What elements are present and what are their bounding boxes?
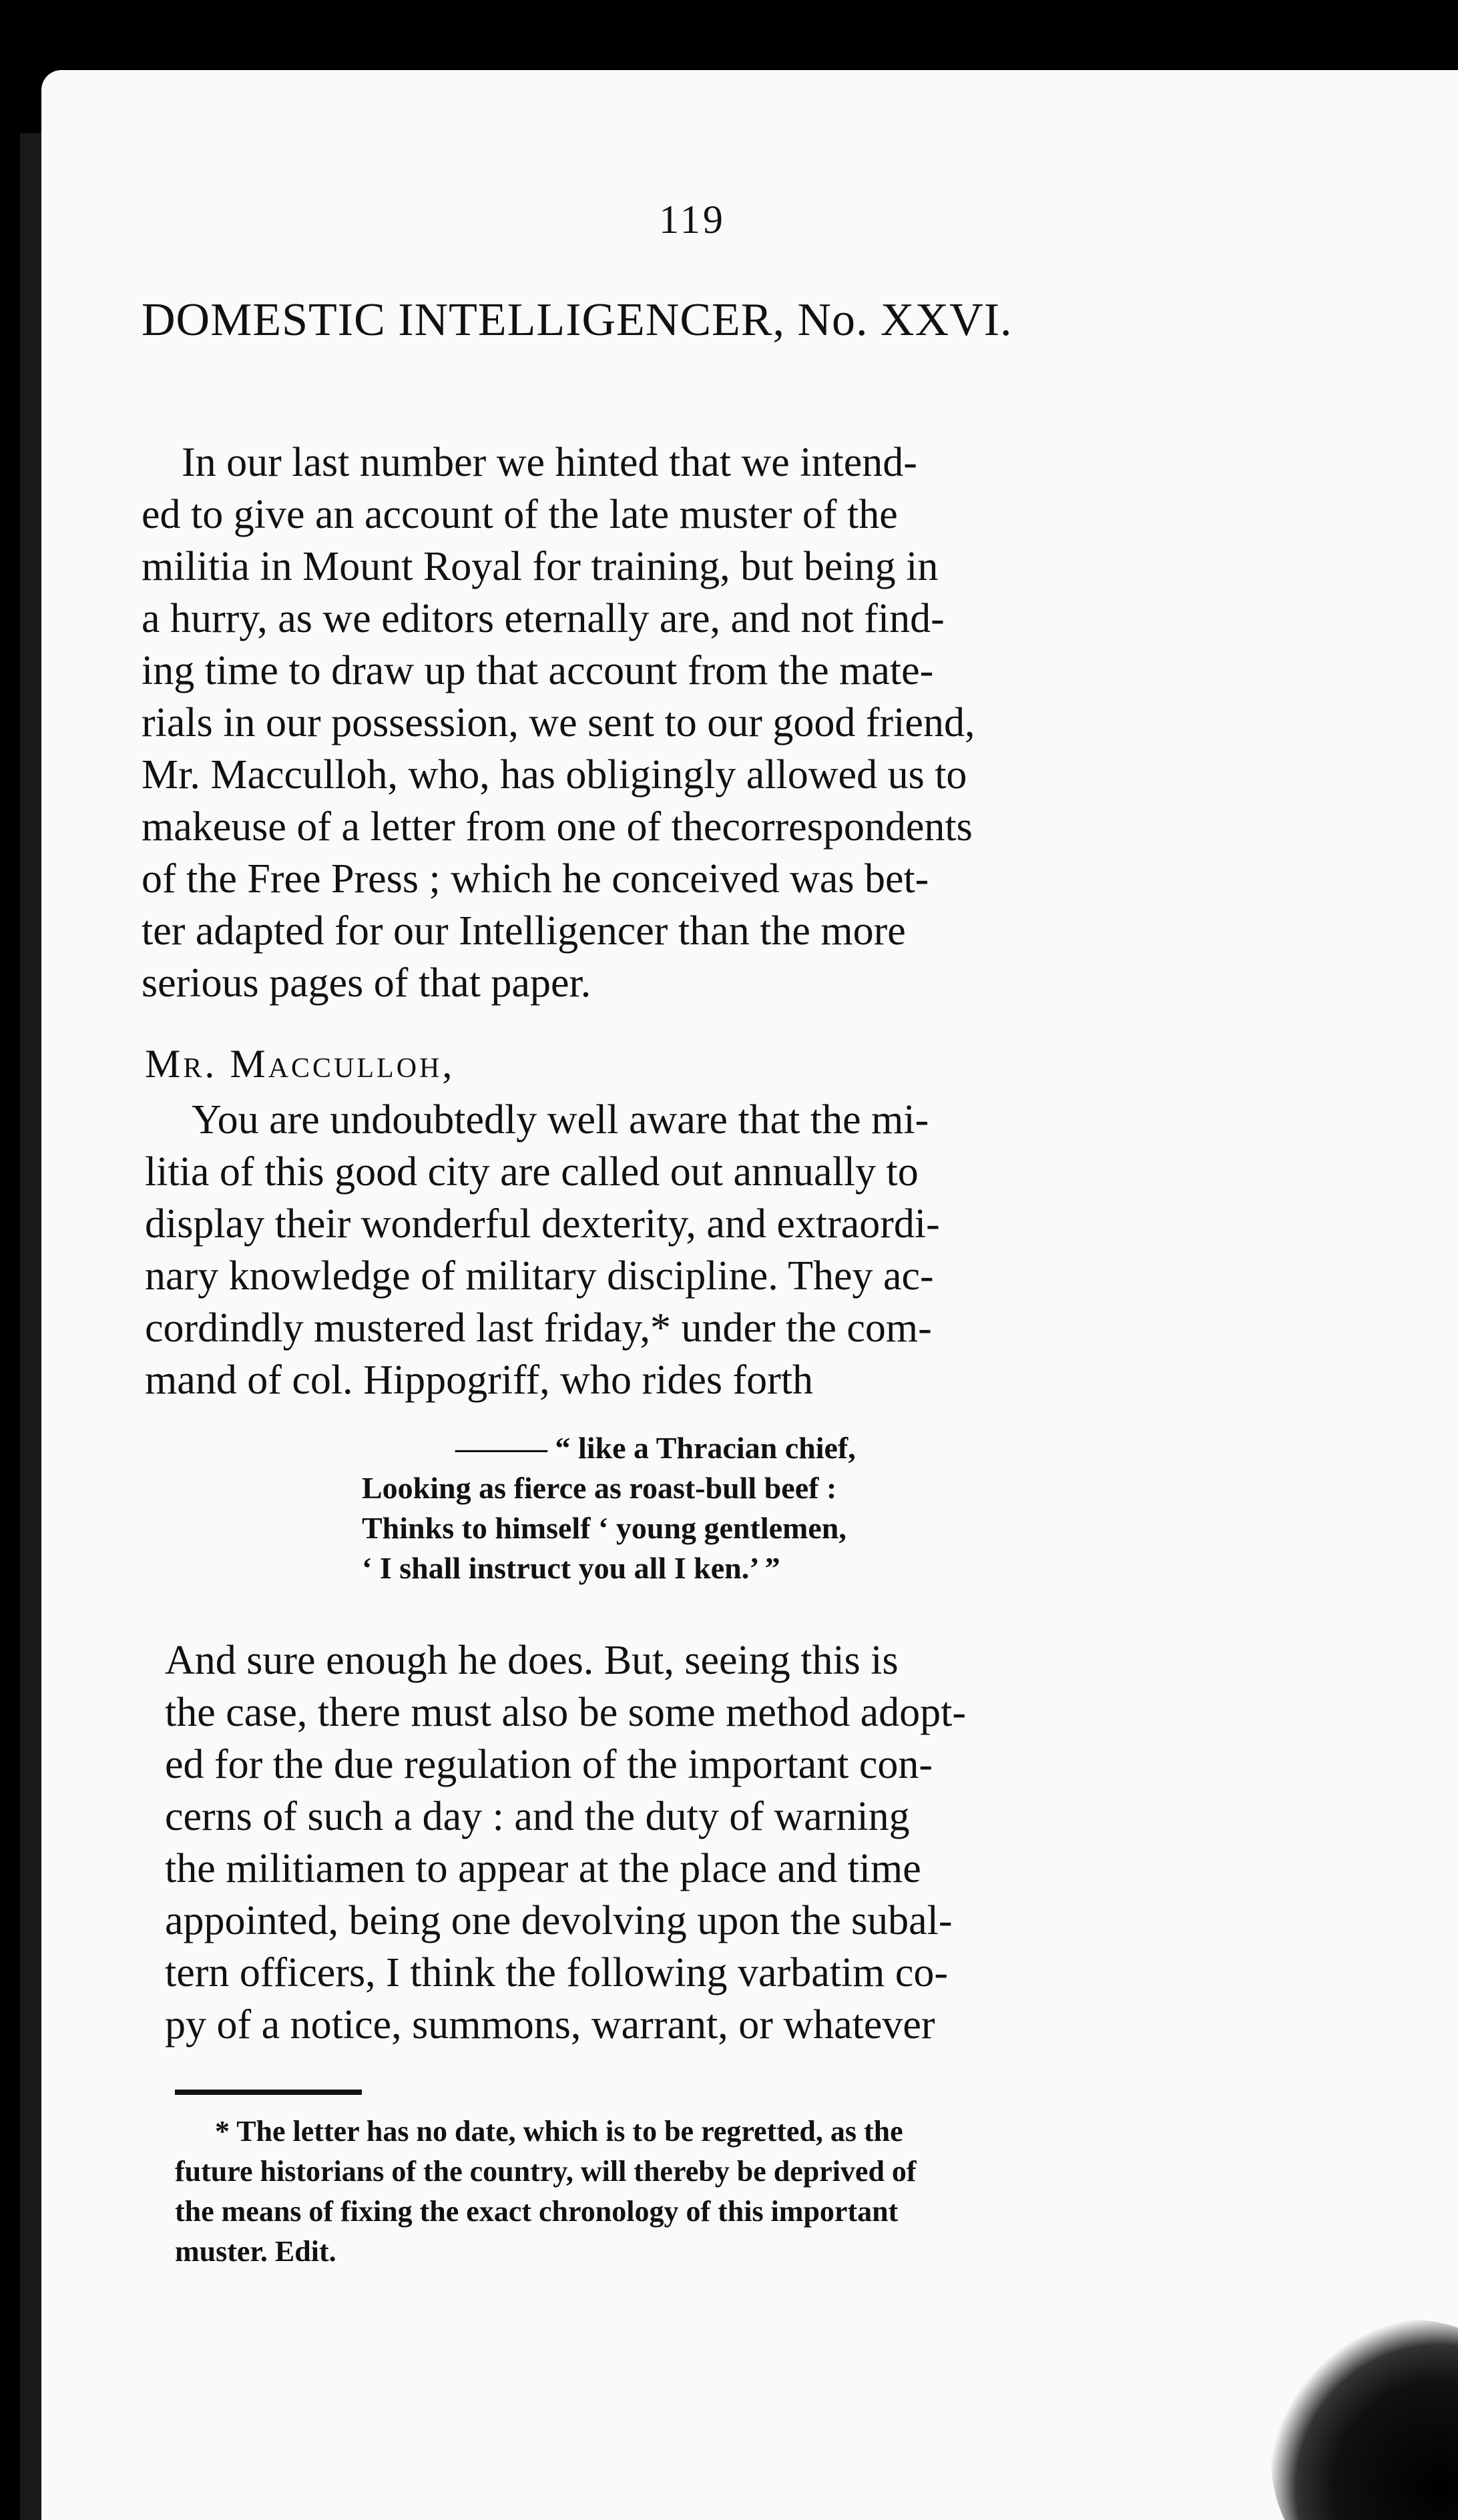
text-line: nary knowledge of military discipline. They ac- <box>145 1253 934 1299</box>
footnote-line: muster. Edit. <box>175 2235 336 2268</box>
text-line: litia of this good city are called out annually to <box>145 1149 919 1195</box>
page-title: DOMESTIC INTELLIGENCER, No. XXVI. <box>142 294 1013 346</box>
text-line: ing time to draw up that account from the mate- <box>142 648 934 693</box>
text-line: of the Free Press ; which he conceived was bet- <box>142 856 929 902</box>
footnote-line: * The letter has no date, which is to be regretted, as the <box>215 2115 903 2148</box>
text-line: tern officers, I think the following varbatim co- <box>165 1950 949 1995</box>
text-line: appointed, being one devolving upon the subal- <box>165 1898 953 1943</box>
verse-line: Looking as fierce as roast-bull beef : <box>362 1471 837 1505</box>
text-line: cordindly mustered last friday,* under the com- <box>145 1305 932 1351</box>
book-page <box>41 70 1458 2520</box>
text-line: cerns of such a day : and the duty of warning <box>165 1794 910 1839</box>
footnote-rule <box>175 2090 362 2095</box>
thumb-shadow <box>1271 2320 1458 2520</box>
salutation: Mr. Macculloh, <box>145 1042 455 1086</box>
text-line: Mr. Macculloh, who, has obligingly allowed us to <box>142 752 967 798</box>
text-line: ter adapted for our Intelligencer than the more <box>142 908 906 954</box>
footnote-line: the means of fixing the exact chronology of this important <box>175 2195 899 2228</box>
verse-line: ——— “ like a Thracian chief, <box>455 1431 856 1465</box>
text-line: mand of col. Hippogriff, who rides forth <box>145 1357 813 1403</box>
text-line: the militiamen to appear at the place and time <box>165 1846 921 1891</box>
verse-line: Thinks to himself ‘ young gentlemen, <box>362 1511 846 1545</box>
footnote-line: future historians of the country, will thereby be deprived of <box>175 2155 917 2188</box>
text-line: makeuse of a letter from one of thecorrespondents <box>142 804 973 850</box>
text-line: militia in Mount Royal for training, but being in <box>142 544 939 589</box>
text-line: serious pages of that paper. <box>142 960 591 1006</box>
text-line: In our last number we hinted that we intend- <box>182 440 917 485</box>
text-line: ed for the due regulation of the important con- <box>165 1742 933 1787</box>
text-line: a hurry, as we editors eternally are, and not find- <box>142 596 945 641</box>
text-line: the case, there must also be some method adopt- <box>165 1690 967 1735</box>
text-line: py of a notice, summons, warrant, or whatever <box>165 2002 935 2048</box>
text-line: You are undoubtedly well aware that the mi- <box>192 1097 929 1143</box>
page-number: 119 <box>659 198 726 242</box>
text-line: rials in our possession, we sent to our good friend, <box>142 700 975 745</box>
verse-line: ‘ I shall instruct you all I ken.’ ” <box>362 1551 780 1585</box>
text-line: And sure enough he does. But, seeing this is <box>165 1638 899 1683</box>
text-line: display their wonderful dexterity, and extraordi- <box>145 1201 940 1247</box>
page-left-edge <box>20 133 41 2520</box>
text-line: ed to give an account of the late muster of the <box>142 492 898 537</box>
